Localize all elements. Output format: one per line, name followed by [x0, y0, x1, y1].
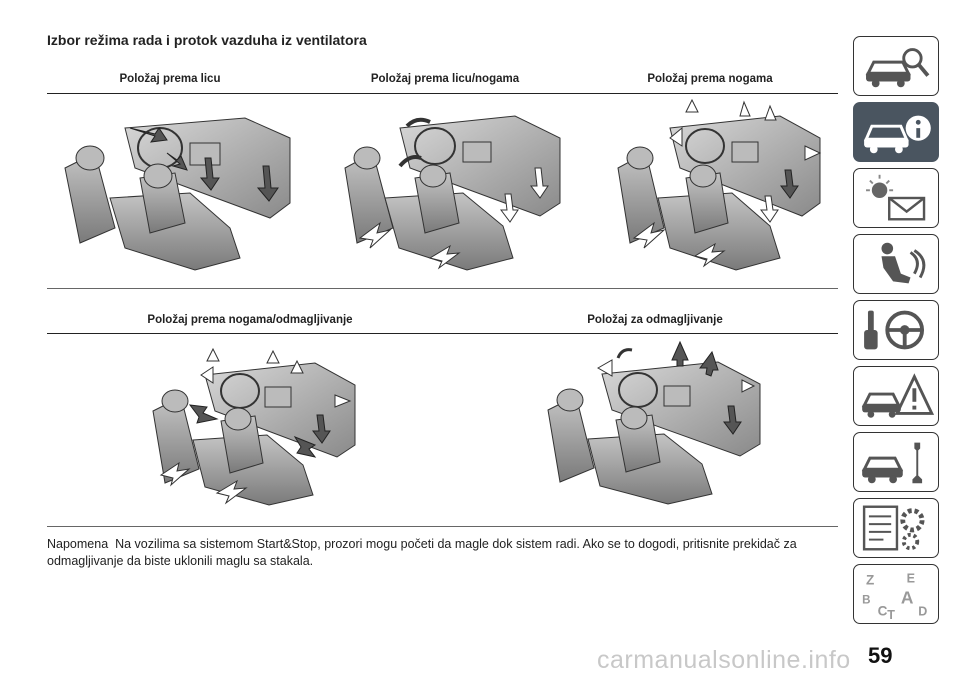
figure-label-feet-defrost: Položaj prema nogama/odmagljivanje [147, 314, 353, 326]
header-rule-2 [47, 333, 838, 334]
index-letter-b: B [862, 593, 871, 607]
tab-technical-data[interactable] [853, 498, 939, 558]
alphabet-index-icon [854, 565, 938, 623]
tab-car-info[interactable] [853, 102, 939, 162]
figure-label-face: Položaj prema licu [119, 73, 221, 85]
row-divider [47, 288, 838, 289]
page-title: Izbor režima rada i protok vazduha iz ventilatora [47, 32, 367, 48]
index-letter-d: D [918, 604, 928, 619]
figure-label-face-feet: Položaj prema licu/nogama [370, 73, 520, 85]
car-search-icon [854, 37, 938, 95]
header-rule-1 [47, 93, 838, 94]
figure-face-feet [335, 98, 565, 276]
index-letter-c: C [877, 603, 888, 619]
note-prefix: Napomena [47, 537, 109, 551]
figure-feet [610, 98, 825, 276]
figure-feet-defrost [145, 345, 360, 510]
index-letter-t: T [887, 608, 895, 623]
car-emergency-icon [854, 367, 938, 425]
car-service-icon [854, 433, 938, 491]
figure-label-defrost: Položaj za odmagljivanje [587, 314, 723, 326]
tab-maintenance[interactable] [853, 432, 939, 492]
tab-starting-driving[interactable] [853, 300, 939, 360]
tab-safety[interactable] [853, 234, 939, 294]
note-text: Na vozilima sa sistemom Start&Stop, prozori mogu početi da magle dok sistem radi. Ako se to dogodi, pritisnite prekidač za odmagljivanje da biste uklonili maglu sa stakala. [47, 537, 797, 568]
steering-key-icon [854, 301, 938, 359]
figure-face [55, 98, 300, 276]
watermark: carmanualsonline.info [597, 646, 851, 674]
page-number: 59 [868, 643, 893, 668]
figure-label-feet: Položaj prema nogama [647, 73, 773, 85]
technical-data-icon [854, 499, 938, 557]
index-letter-a: A [900, 587, 914, 608]
tab-car-search[interactable] [853, 36, 939, 96]
car-info-icon [854, 103, 938, 161]
note-paragraph [47, 536, 837, 570]
index-letter-e: E [906, 571, 916, 586]
tab-emergency[interactable] [853, 366, 939, 426]
note-rule [47, 526, 838, 527]
seat-airbag-icon [854, 235, 938, 293]
tab-index[interactable] [853, 564, 939, 624]
figure-defrost [540, 340, 765, 505]
index-letter-z: Z [866, 572, 875, 588]
tab-warning-lights[interactable] [853, 168, 939, 228]
warning-light-message-icon [854, 169, 938, 227]
